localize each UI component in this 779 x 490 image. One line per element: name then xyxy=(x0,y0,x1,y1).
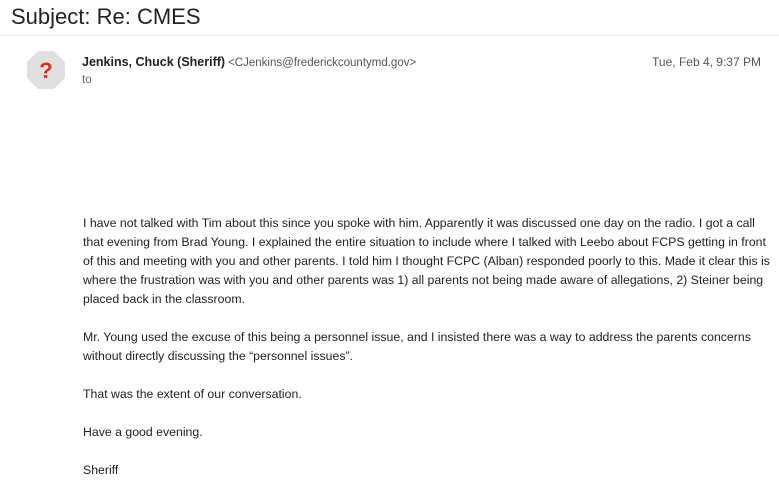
body-paragraph: Have a good evening. xyxy=(83,425,203,439)
sender-avatar[interactable] xyxy=(26,50,66,90)
email-date[interactable]: Tue, Feb 4, 9:37 PM xyxy=(652,55,761,69)
header-divider xyxy=(0,35,779,36)
sender-name[interactable]: Jenkins, Chuck (Sheriff) xyxy=(82,55,226,69)
body-paragraph: Mr. Young used the excuse of this being a personnel issue, and I insisted there was a way to address the parents concerns without directly discussing the “personnel issues”. xyxy=(83,330,751,363)
body-paragraph: That was the extent of our conversation. xyxy=(83,387,302,401)
sender-line xyxy=(82,55,416,69)
email-body xyxy=(83,214,773,490)
body-paragraph: I have not talked with Tim about this since you spoke with him. Apparently it was discussed one day on the radio. I got a call that evening from Brad Young. I explained the entire situation to include where I talked with Leebo about FCPS getting in front of this and meeting with you and other parents. I told him I thought FCPC (Alban) responded poorly to this. Made it clear this is where the frustration was with you and other parents was 1) all parents not being made aware of allegations, 2) Steiner being placed back in the classroom. xyxy=(83,216,770,306)
signature: Sheriff xyxy=(83,463,119,477)
email-subject: Subject: Re: CMES xyxy=(11,4,201,29)
sender-email[interactable]: <CJenkins@frederickcountymd.gov> xyxy=(228,57,417,69)
avatar-glyph: ? xyxy=(39,58,53,83)
unknown-sender-icon xyxy=(26,50,66,90)
recipient-toggle[interactable]: to xyxy=(82,74,92,86)
